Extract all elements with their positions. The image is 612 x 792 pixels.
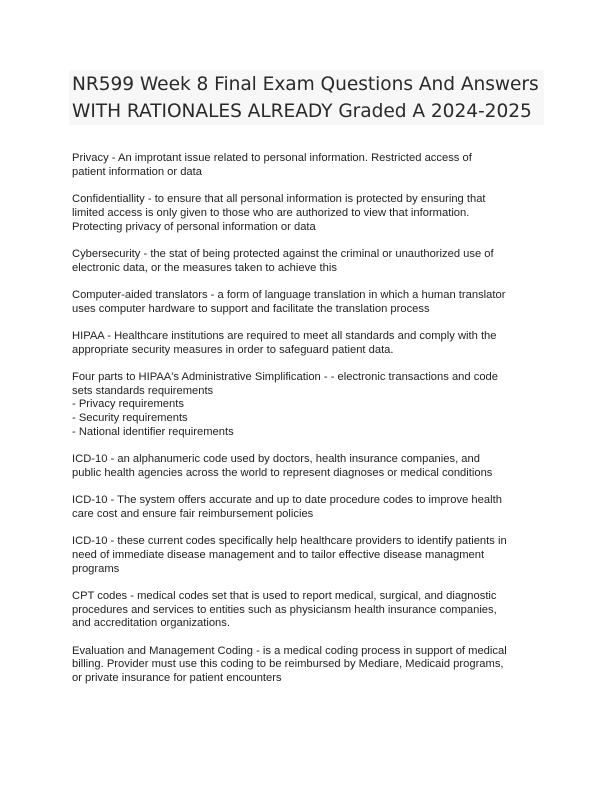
title-line: NR599 Week 8 Final Exam Questions And Answers [72, 74, 539, 95]
entry-evaluation-management-coding [72, 645, 544, 686]
entry-line: sets standards requirements [72, 384, 214, 397]
entry-line: programs [72, 562, 120, 575]
entry-confidentiality [72, 193, 544, 234]
entry-line: ICD-10 - The system offers accurate and up to date procedure codes to improve health [72, 494, 502, 507]
entry-line: Four parts to HIPAA's Administrative Simplification - - electronic transactions and code [72, 370, 498, 383]
entry-cpt-codes [72, 590, 544, 631]
entry-computer-aided-translators [72, 289, 544, 317]
entry-hipaa [72, 330, 544, 358]
entry-line: electronic data, or the measures taken to achieve this [72, 261, 337, 274]
entry-line: public health agencies across the world to represent diagnoses or medical conditions [72, 466, 493, 479]
entry-line: or private insurance for patient encounters [72, 672, 282, 685]
entry-line: Protecting privacy of personal information or data [72, 220, 316, 233]
title-line: WITH RATIONALES ALREADY Graded A 2024-2025 [72, 101, 532, 122]
entry-icd10-definition [72, 453, 544, 481]
document-title [69, 70, 544, 125]
entry-line: Confidentiallity - to ensure that all personal information is protected by ensuring that [72, 192, 486, 205]
entry-line: Cybersecurity - the stat of being protected against the criminal or unauthorized use of [72, 247, 494, 260]
entry-line: Computer-aided translators - a form of language translation in which a human translator [72, 288, 506, 301]
document-body [72, 152, 544, 699]
entry-line: patient information or data [72, 165, 202, 178]
entry-line: CPT codes - medical codes set that is used to report medical, surgical, and diagnostic [72, 589, 497, 602]
entry-line: appropriate security measures in order to safeguard patient data. [72, 343, 394, 356]
entry-hipaa-four-parts [72, 371, 544, 440]
entry-line: Privacy - An improtant issue related to personal information. Restricted access of [72, 152, 472, 164]
entry-line: - National identifier requirements [72, 425, 234, 438]
entry-privacy [72, 152, 544, 180]
entry-cybersecurity [72, 248, 544, 276]
entry-line: care cost and ensure fair reimbursement policies [72, 507, 314, 520]
entry-line: HIPAA - Healthcare institutions are required to meet all standards and comply with the [72, 329, 497, 342]
entry-line: ICD-10 - these current codes specifically help healthcare providers to identify patients in [72, 535, 507, 548]
entry-line: - Privacy requirements [72, 398, 184, 411]
entry-line: limited access is only given to those who are authorized to view that information. [72, 206, 470, 219]
entry-line: and accreditation organizations. [72, 617, 230, 630]
entry-line: billing. Provider must use this coding to be reimbursed by Mediare, Medicaid programs, [72, 658, 504, 671]
entry-icd10-current-codes [72, 535, 544, 576]
entry-line: - Security requirements [72, 412, 188, 425]
entry-line: ICD-10 - an alphanumeric code used by doctors, health insurance companies, and [72, 453, 480, 466]
entry-line: Evaluation and Management Coding - is a medical coding process in support of medical [72, 644, 507, 657]
entry-line: procedures and services to entities such as physiciansm health insurance companies, [72, 603, 497, 616]
entry-line: uses computer hardware to support and facilitate the translation process [72, 302, 430, 315]
entry-icd10-system [72, 494, 544, 522]
entry-line: need of immediate disease management and to tailor effective disease managment [72, 548, 485, 561]
